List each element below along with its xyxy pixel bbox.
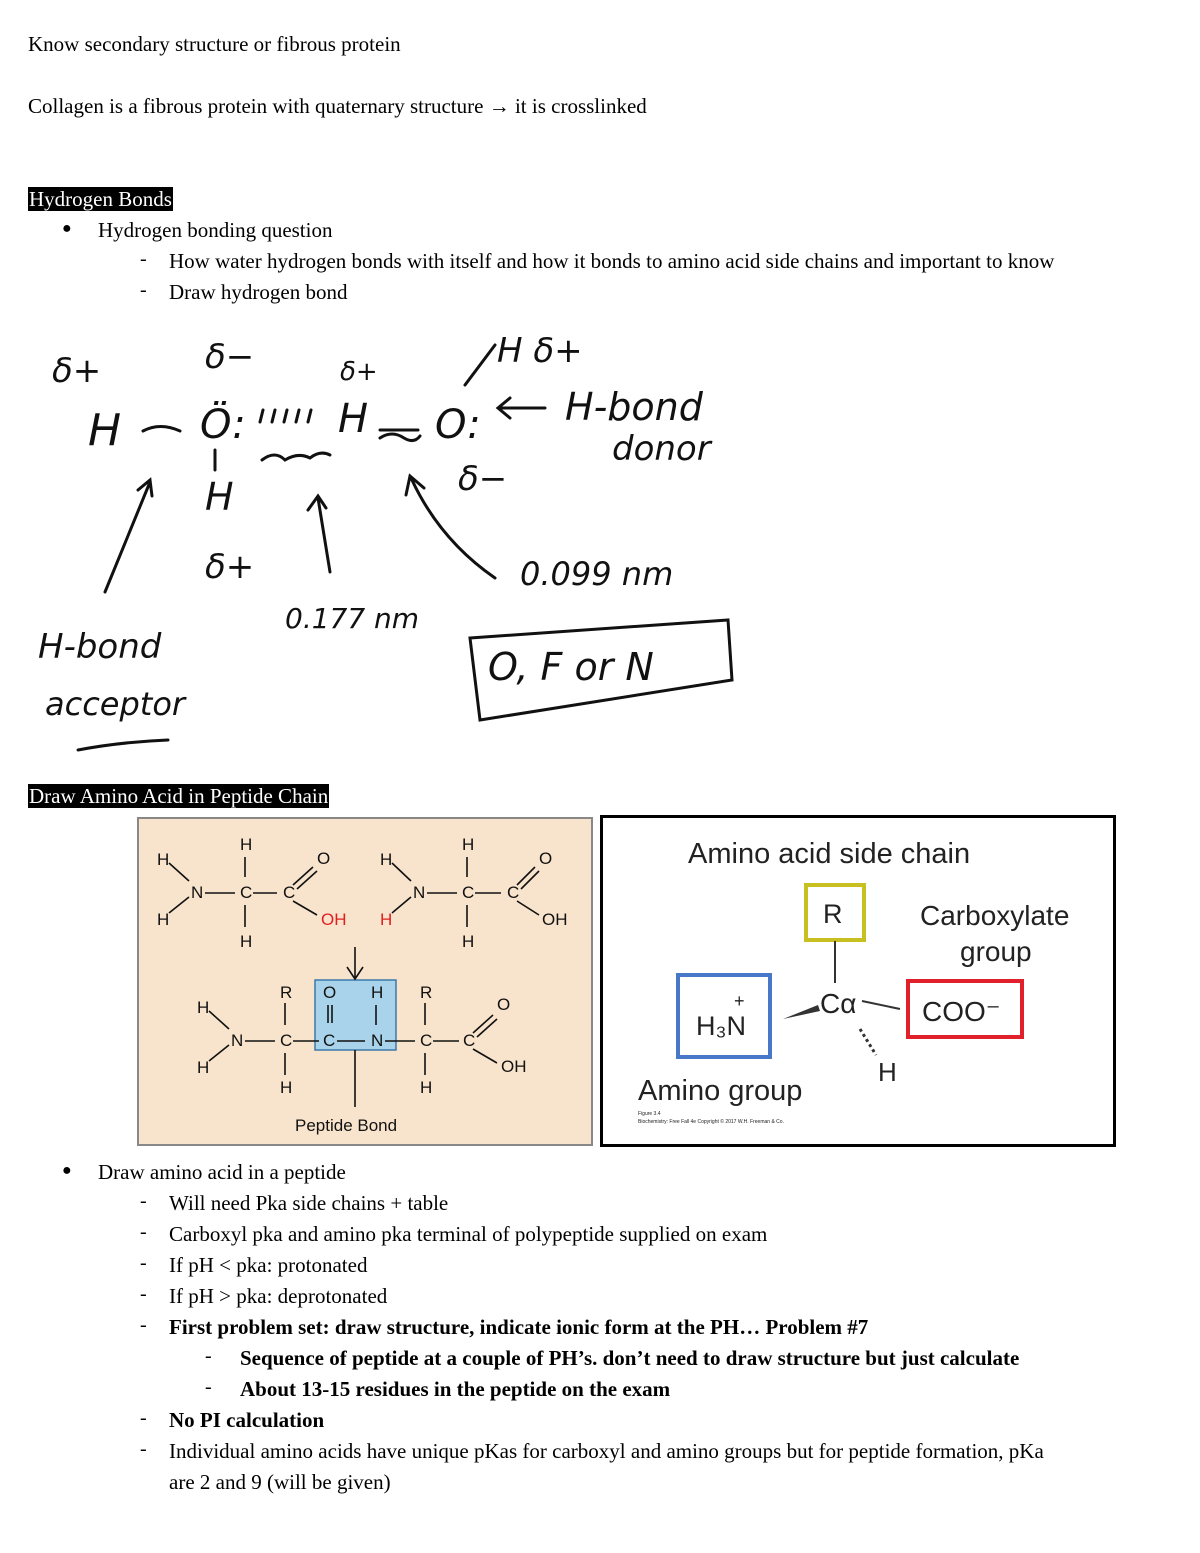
atom-c: C [462, 883, 475, 902]
atom-n: N [231, 1031, 244, 1050]
peptide-sub-8: No PI calculation [169, 1408, 325, 1432]
bond-line [380, 430, 420, 441]
amino-group-label: Amino group [638, 1075, 803, 1107]
sketch-delta-minus-1: δ− [205, 337, 255, 377]
atom-c: C [240, 883, 253, 902]
atom-oh: OH [501, 1057, 527, 1076]
atom-oh: OH [542, 910, 568, 929]
underline [78, 740, 168, 750]
atom-o: O [497, 995, 511, 1014]
dash-icon: - [140, 248, 147, 270]
dash-icon: - [205, 1345, 212, 1367]
dash-icon: - [140, 1252, 147, 1274]
atom-o: O [317, 849, 331, 868]
peptide-sub-3: If pH < pka: protonated [169, 1253, 368, 1277]
atom-c: C [283, 883, 296, 902]
hbonds-sub-1: How water hydrogen bonds with itself and how it bonds to amino acid side chains and important to know [169, 249, 1055, 273]
dash-icon: - [205, 1376, 212, 1398]
atom-h: H [280, 1078, 293, 1097]
hydrogen-bond-sketch [0, 310, 760, 770]
hbonds-heading [28, 186, 173, 212]
atom-h: H [197, 998, 210, 1017]
calpha-label: Cα [820, 988, 857, 1019]
sketch-dist-2: 0.099 nm [520, 555, 674, 593]
atom-h: H [240, 932, 253, 951]
sketch-o-1: Ö: [200, 402, 246, 448]
sketch-donor-2: donor [612, 429, 711, 469]
bond-line [465, 345, 495, 385]
sketch-h-3: H [205, 475, 234, 519]
figure-title: Amino acid side chain [688, 838, 971, 870]
atom-h: H [462, 932, 475, 951]
dash-icon: - [140, 1438, 147, 1460]
dash-icon: - [140, 279, 147, 301]
sketch-h-delta-plus: H δ+ [497, 331, 583, 371]
atom-c: C [280, 1031, 293, 1050]
sketch-delta-plus-1: δ+ [52, 351, 102, 391]
sketch-donor-1: H-bond [565, 385, 703, 429]
amino-acid-anatomy-figure [600, 815, 1116, 1147]
arrow-icon [105, 480, 152, 592]
arrow-icon [308, 496, 330, 572]
hbonds-heading-text: Hydrogen Bonds [29, 187, 172, 211]
bullet-icon: ● [62, 220, 72, 237]
sketch-acceptor-2: acceptor [45, 685, 186, 723]
peptide-heading-text: Draw Amino Acid in Peptide Chain [29, 784, 329, 808]
atom-c: C [507, 883, 520, 902]
bond-line [143, 427, 180, 432]
atom-c: C [420, 1031, 433, 1050]
peptide-sub-2: Carboxyl pka and amino pka terminal of polypeptide supplied on exam [169, 1222, 768, 1246]
sketch-box-text: O, F or N [488, 645, 654, 689]
atom-h: H [371, 983, 384, 1002]
atom-oh-red: OH [321, 910, 347, 929]
atom-h-red: H [380, 910, 393, 929]
peptide-sub-4: If pH > pka: deprotonated [169, 1284, 388, 1308]
atom-h: H [197, 1058, 210, 1077]
sketch-h-1: H [88, 405, 122, 456]
carboxylate-label-2: group [960, 936, 1032, 967]
dash-icon: - [140, 1190, 147, 1212]
sketch-delta-plus-3: δ+ [205, 547, 255, 587]
atom-c: C [323, 1031, 336, 1050]
peptide-sub-1: Will need Pka side chains + table [169, 1191, 449, 1215]
hbonds-sub-2: Draw hydrogen bond [169, 280, 348, 304]
arrow-icon [498, 398, 545, 418]
peptide-sub-5: First problem set: draw structure, indicate ionic form at the PH… Problem #7 [169, 1315, 869, 1339]
figure-credit-2: Biochemistry: Free Fall 4e Copyright © 2017 W.H. Freeman & Co. [638, 1119, 784, 1125]
peptide-sub-6: Sequence of peptide at a couple of PH’s. don’t need to draw structure but just calculate [240, 1346, 1020, 1370]
intro-line-2: Collagen is a fibrous protein with quaternary structure → it is crosslinked [28, 94, 647, 118]
figure-credit-1: Figure 3.4 [638, 1111, 661, 1117]
dash-icon: - [140, 1314, 147, 1336]
peptide-sub-10: are 2 and 9 (will be given) [169, 1470, 391, 1494]
atom-r: R [420, 983, 433, 1002]
sketch-delta-plus-2: δ+ [340, 357, 378, 387]
dash-icon: - [140, 1221, 147, 1243]
bullet-icon: ● [62, 1162, 72, 1179]
atom-h: H [157, 910, 170, 929]
atom-h: H [380, 850, 393, 869]
sketch-acceptor-1: H-bond [38, 627, 162, 667]
peptide-bullet: Draw amino acid in a peptide [98, 1160, 346, 1184]
atom-n: N [413, 883, 426, 902]
figure-caption: Peptide Bond [295, 1116, 398, 1135]
hbonds-bullet: Hydrogen bonding question [98, 218, 333, 242]
peptide-heading [28, 783, 329, 809]
atom-h: H [157, 850, 170, 869]
atom-h: H [240, 835, 253, 854]
atom-o: O [539, 849, 553, 868]
atom-n: N [191, 883, 204, 902]
squiggle [262, 453, 330, 460]
atom-o: O [323, 983, 337, 1002]
sketch-delta-minus-2: δ− [458, 459, 508, 499]
atom-r: R [280, 983, 293, 1002]
atom-h: H [420, 1078, 433, 1097]
coo-label: COO⁻ [922, 996, 1001, 1027]
hbond-dashes [260, 410, 311, 422]
peptide-bond-figure [137, 817, 594, 1147]
sketch-h-2: H [338, 396, 369, 442]
r-group-label: R [823, 899, 843, 929]
atom-h: H [462, 835, 475, 854]
dash-icon: - [140, 1283, 147, 1305]
peptide-sub-9: Individual amino acids have unique pKas for carboxyl and amino groups but for peptide formation, pKa [169, 1439, 1044, 1463]
atom-c: C [463, 1031, 476, 1050]
sketch-o-2: O: [435, 402, 481, 448]
amine-label: H₃N [696, 1011, 746, 1041]
sketch-dist-1: 0.177 nm [285, 602, 420, 635]
h-label: H [878, 1057, 897, 1087]
charge-plus: + [734, 991, 745, 1011]
dash-icon: - [140, 1407, 147, 1429]
carboxylate-label-1: Carboxylate [920, 900, 1070, 931]
intro-line-1: Know secondary structure or fibrous protein [28, 32, 401, 56]
atom-n: N [371, 1031, 384, 1050]
peptide-sub-7: About 13-15 residues in the peptide on the exam [240, 1377, 671, 1401]
